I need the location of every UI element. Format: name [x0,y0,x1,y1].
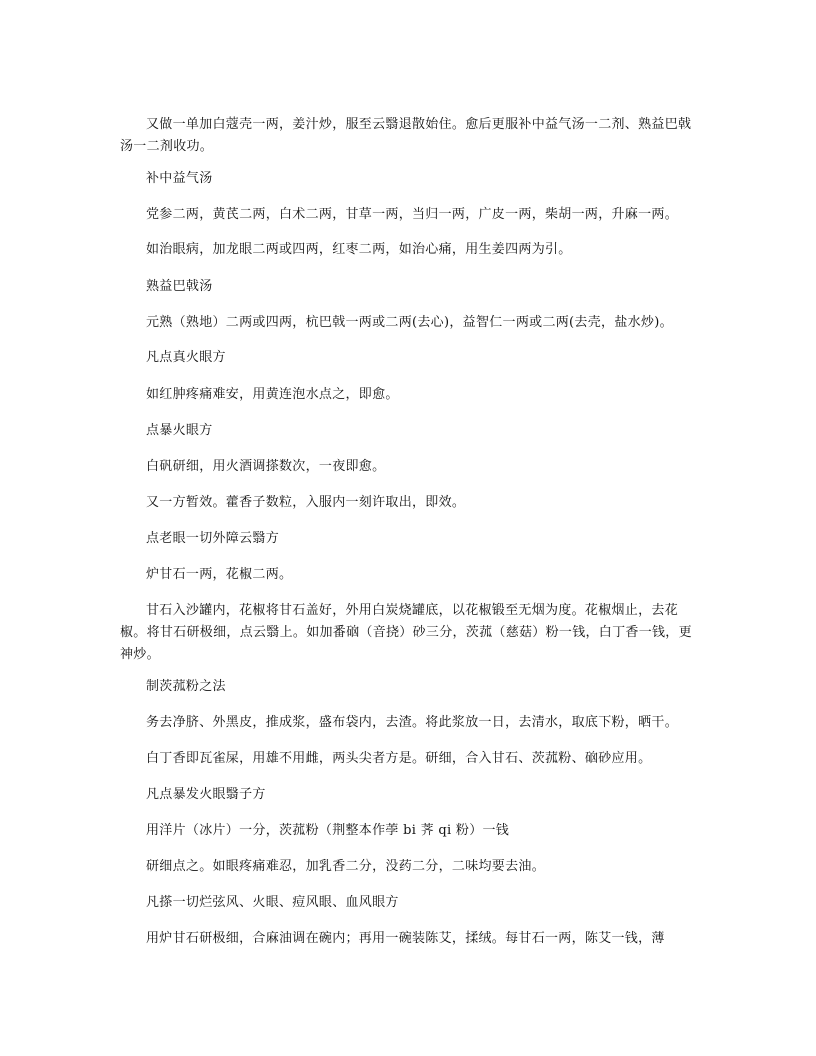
heading-zhenhuo-eye: 凡点真火眼方 [146,350,226,365]
paragraph-zhenhuo-method: 如红肿疼痛难安，用黄连泡水点之，即愈。 [146,387,399,402]
heading-buzhong-yiqi-tang: 补中益气汤 [146,171,213,186]
paragraph-yanxi-method: 研细点之。如眼疼痛难忍，加乳香二分，没药二分，二味均要去油。 [146,859,546,874]
paragraph-intro: 又做一单加白蔻壳一两，姜汁炒，服至云翳退散始住。愈后更服补中益气汤一二剂、熟益巴戟汤一二剂收功。 [120,117,692,154]
paragraph-buzhong-ingredients: 党参二两，黄芪二两，白术二两，甘草一两，当归一两，广皮一两，柴胡一两，升麻一两。 [146,207,679,222]
paragraph-yangpian-ingredients: 用洋片（冰片）一分，茨菰粉（荆整本作荸 bi 荠 qi 粉）一钱 [146,823,510,838]
paragraph-cigu-method: 务去净脐、外黑皮，推成浆，盛布袋内，去渣。将此浆放一日，去清水，取底下粉，晒干。 [146,715,679,730]
paragraph-baohuo-method: 白矾研细，用火酒调搽数次，一夜即愈。 [146,459,386,474]
heading-baofa-huoyan: 凡点暴发火眼翳子方 [146,787,266,802]
heading-lanxian-feng: 凡搽一切烂弦风、火眼、痘风眼、血风眼方 [146,895,399,910]
paragraph-shuyi-ingredients: 元熟（熟地）二两或四两，杭巴戟一两或二两(去心)，益智仁一两或二两(去壳，盐水炒)。 [146,315,673,330]
paragraph-ganshi-preparation: 甘石入沙罐内，花椒将甘石盖好，外用白炭烧罐底，以花椒锻至无烟为度。花椒烟止，去花椒。将甘石研极细，点云翳上。如加番硇（音挠）砂三分，茨菰（慈菇）粉一钱，白丁香一钱，更神炒。 [120,603,692,662]
heading-shuyi-baji-tang: 熟益巴戟汤 [146,279,213,294]
paragraph-alternate-remedy: 又一方暂效。藿香子数粒，入服内一刻许取出，即效。 [146,495,466,510]
heading-laoyan-yunyi: 点老眼一切外障云翳方 [146,531,280,546]
heading-cigu-powder: 制茨菰粉之法 [146,679,226,694]
paragraph-luganshi-ingredients: 炉甘石一两，花椒二两。 [146,567,293,582]
paragraph-baidingxiang: 白丁香即瓦雀屎，用雄不用雌，两头尖者方是。研细，合入甘石、茨菰粉、硇砂应用。 [146,751,652,766]
paragraph-luganshi-method: 用炉甘石研极细，合麻油调在碗内；再用一碗装陈艾，揉绒。每甘石一两，陈艾一钱，薄 [146,931,665,946]
paragraph-buzhong-usage: 如治眼病，加龙眼二两或四两，红枣二两，如治心痛，用生姜四两为引。 [146,242,572,257]
heading-baohuo-eye: 点暴火眼方 [146,423,213,438]
